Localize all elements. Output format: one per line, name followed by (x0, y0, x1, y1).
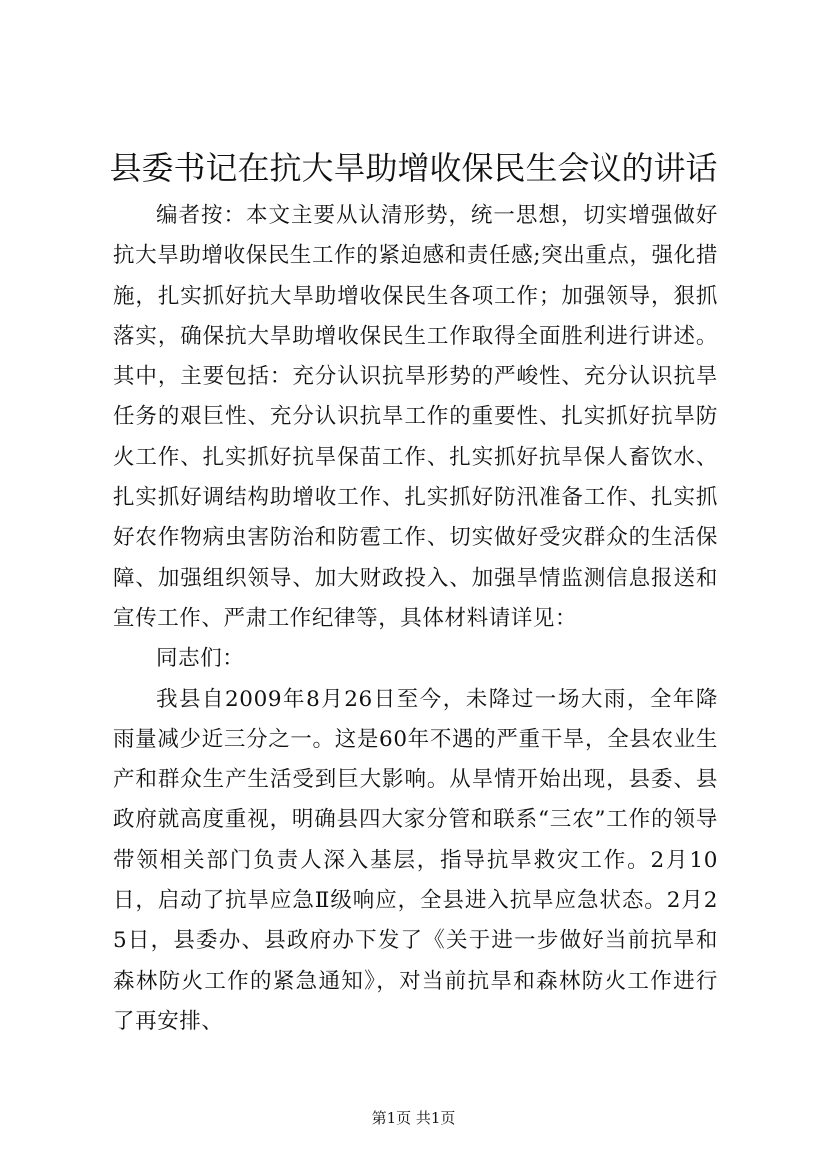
speech-paragraph: 我县自2009年8月26日至今，未降过一场大雨，全年降雨量减少近三分之一。这是60年不遇的严重干旱，全县农业生产和群众生产生活受到巨大影响。从旱情开始出现，县委、县政府就高度重视，明确县四大家分管和联系“三农”工作的领导带领相关部门负责人深入基层，指导抗旱救灾工作。2月10日，启动了抗旱应急Ⅱ级响应，全县进入抗旱应急状态。2月25日，县委办、县政府办下发了《关于进一步做好当前抗旱和森林防火工作的紧急通知》，对当前抗旱和森林防火工作进行了再安排、 (113, 686, 718, 1034)
document-body (113, 196, 718, 1042)
document-title: 县委书记在抗大旱助增收保民生会议的讲话 (109, 149, 718, 187)
editor-note-paragraph: 编者按：本文主要从认清形势，统一思想，切实增强做好抗大旱助增收保民生工作的紧迫感和责任感;突出重点，强化措施，扎实抓好抗大旱助增收保民生各项工作；加强领导，狠抓落实，确保抗大旱助增收保民生工作取得全面胜利进行讲述。其中，主要包括：充分认识抗旱形势的严峻性、充分认识抗旱任务的艰巨性、充分认识抗旱工作的重要性、扎实抓好抗旱防火工作、扎实抓好抗旱保苗工作、扎实抓好抗旱保人畜饮水、扎实抓好调结构助增收工作、扎实抓好防汛准备工作、扎实抓好农作物病虫害防治和防雹工作、切实做好受灾群众的生活保障、加强组织领导、加大财政投入、加强旱情监测信息报送和宣传工作、严肃工作纪律等，具体材料请详见： (113, 203, 718, 631)
salutation-paragraph: 同志们： (156, 646, 245, 672)
page-number-footer: 第1页 共1页 (371, 1109, 456, 1127)
